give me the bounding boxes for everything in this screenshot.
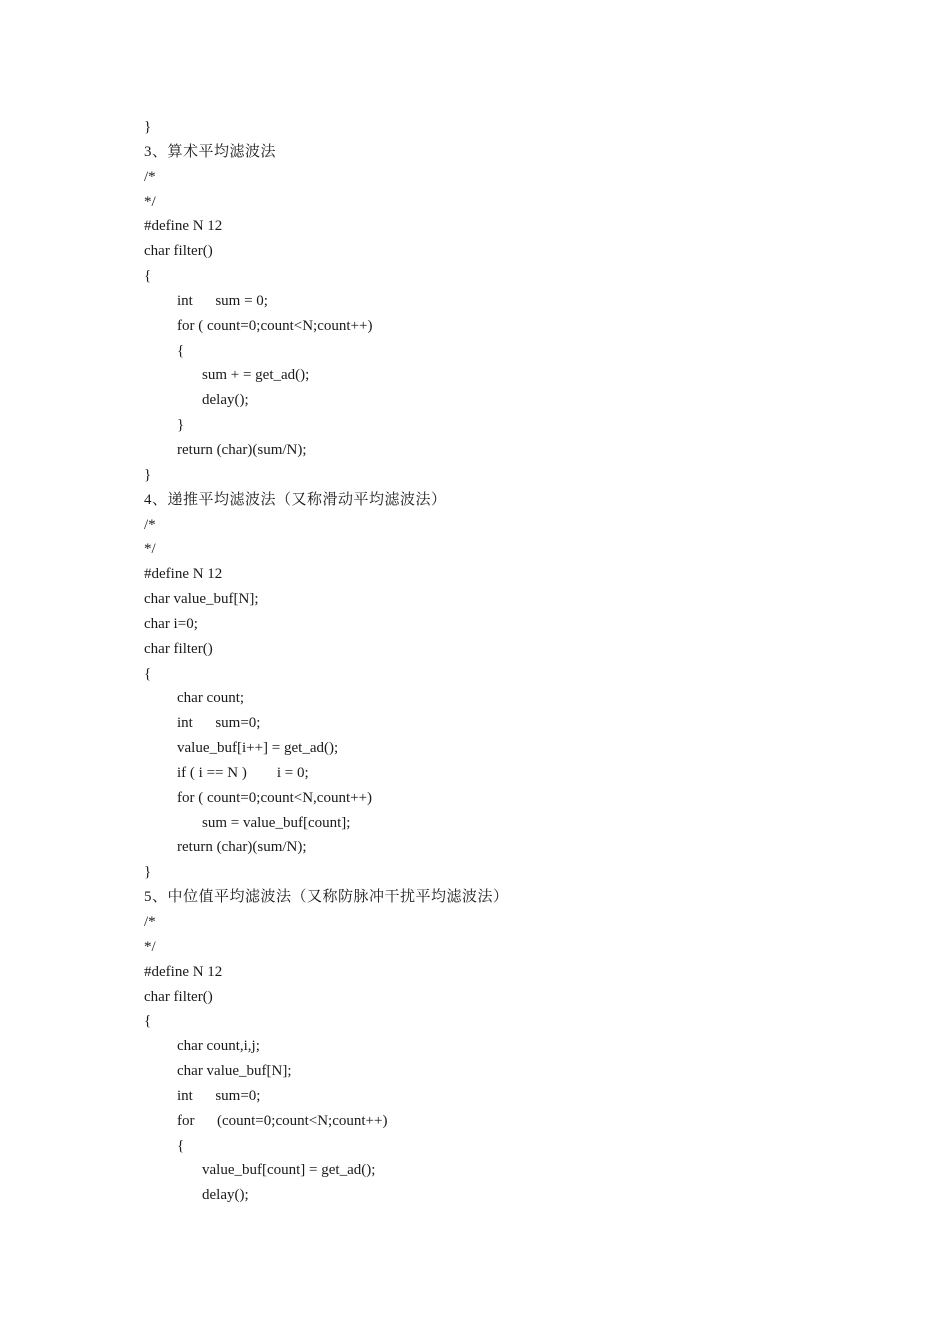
section-heading: 5、中位值平均滤波法（又称防脉冲干扰平均滤波法） <box>144 889 509 906</box>
code-line: delay(); <box>202 1187 249 1204</box>
code-line: /* <box>144 168 156 185</box>
code-line: */ <box>144 193 156 210</box>
code-line: { <box>177 342 185 359</box>
code-line: sum + = get_ad(); <box>202 367 310 384</box>
code-line: if ( i == N ) i = 0; <box>177 764 309 781</box>
code-line: char value_buf[N]; <box>144 591 259 608</box>
code-line: char value_buf[N]; <box>177 1063 292 1080</box>
code-line: #define N 12 <box>144 963 223 980</box>
code-line: #define N 12 <box>144 566 223 583</box>
code-line: char i=0; <box>144 615 198 632</box>
code-line: } <box>144 864 152 881</box>
code-line: char filter() <box>144 243 213 260</box>
code-line: /* <box>144 914 156 930</box>
code-line: return (char)(sum/N); <box>177 839 307 856</box>
section-heading: 4、递推平均滤波法（又称滑动平均滤波法） <box>144 491 447 508</box>
code-line: { <box>144 268 152 285</box>
code-line: for ( count=0;count<N,count++) <box>177 789 373 806</box>
code-line: char filter() <box>144 640 213 657</box>
code-line: int sum=0; <box>177 715 261 732</box>
code-line: value_buf[i++] = get_ad(); <box>177 740 339 757</box>
code-line: */ <box>144 541 156 558</box>
code-line: int sum = 0; <box>177 292 268 309</box>
code-line: char filter() <box>144 988 213 1005</box>
code-line: #define N 12 <box>144 218 223 235</box>
code-line: value_buf[count] = get_ad(); <box>202 1162 376 1179</box>
code-listing <box>144 115 904 1208</box>
code-line: { <box>144 665 152 682</box>
code-line: } <box>177 417 185 434</box>
code-line: delay(); <box>202 392 249 409</box>
code-line: return (char)(sum/N); <box>177 441 307 458</box>
code-line: } <box>144 466 152 483</box>
code-line: for ( count=0;count<N;count++) <box>177 317 373 334</box>
code-line: */ <box>144 938 156 955</box>
section-heading: 3、算术平均滤波法 <box>144 143 277 160</box>
code-line: for (count=0;count<N;count++) <box>177 1112 388 1129</box>
code-line: /* <box>144 516 156 533</box>
code-line: char count,i,j; <box>177 1038 260 1055</box>
code-line: sum = value_buf[count]; <box>202 814 351 831</box>
code-line: char count; <box>177 690 245 707</box>
code-line: { <box>144 1013 152 1030</box>
code-line: } <box>144 119 152 135</box>
code-line: { <box>177 1137 185 1154</box>
code-line: int sum=0; <box>177 1087 261 1104</box>
